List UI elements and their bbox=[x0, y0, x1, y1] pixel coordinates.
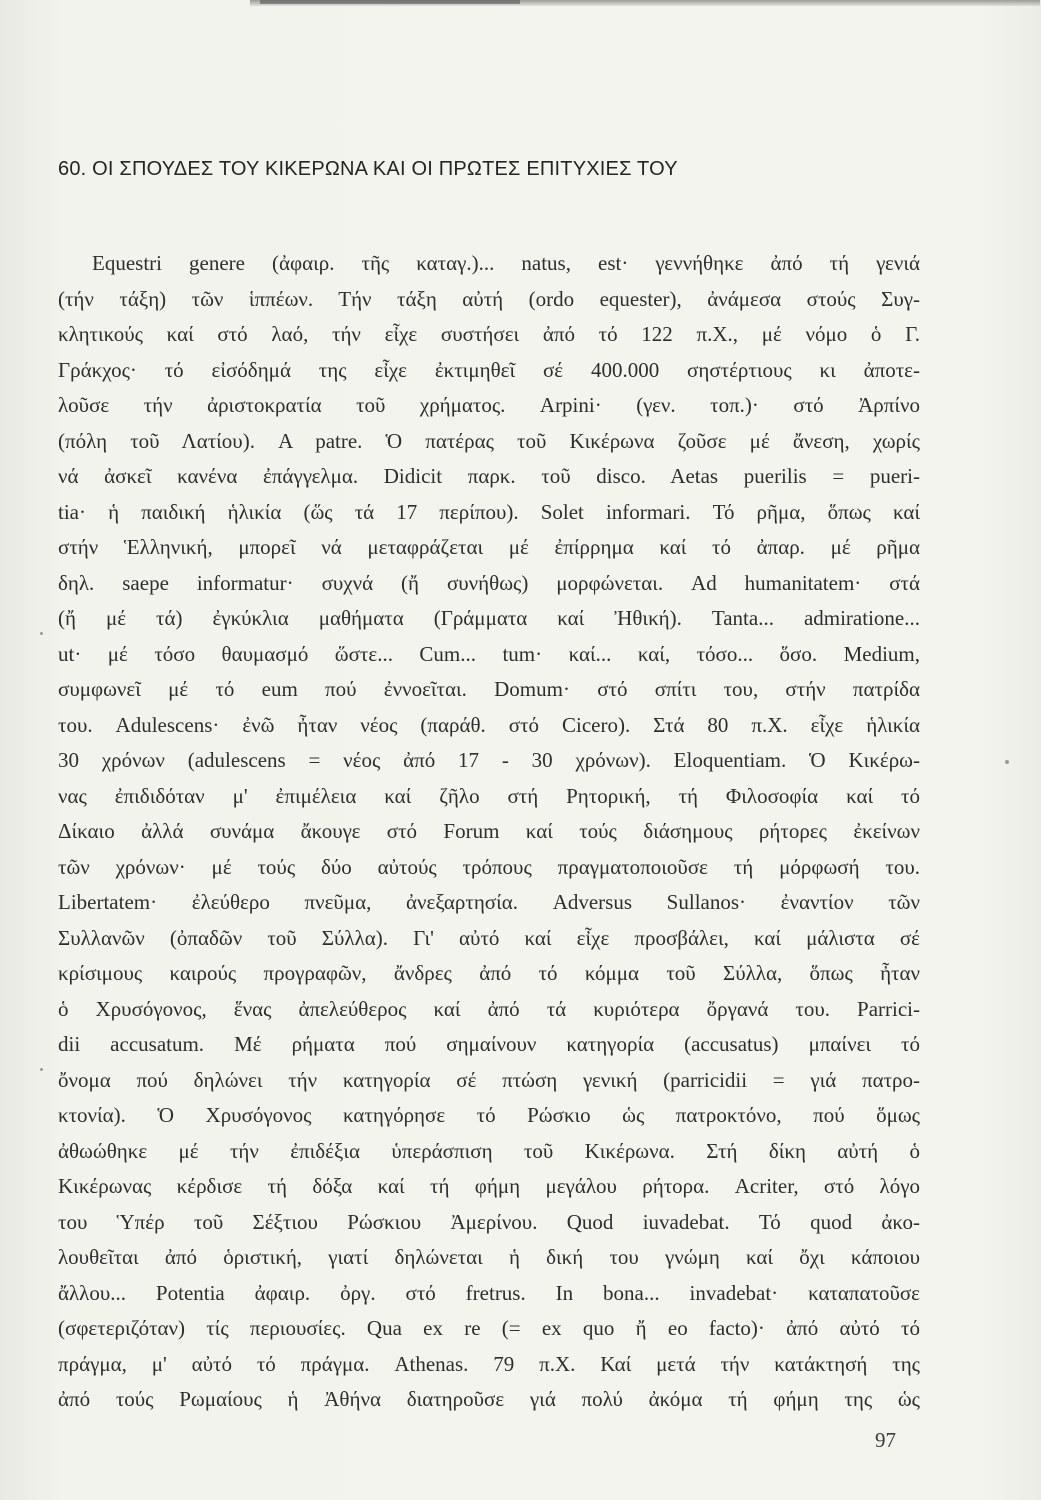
print-speck bbox=[40, 632, 43, 635]
text-line: ἀθωώθηκε μέ τήν ἐπιδέξια ὑπεράσπιση τοῦ Κικέρωνα. Στή δίκη αὐτή ὁ bbox=[58, 1138, 920, 1163]
text-line: tia· ἡ παιδική ἡλικία (ὥς τά 17 περίπου). Solet informari. Τό ρῆμα, ὅπως καί bbox=[58, 499, 920, 524]
text-line: στήν Ἑλληνική, μπορεῖ νά μεταφράζεται μέ ἐπίρρημα καί τό ἀπαρ. μέ ρῆμα bbox=[58, 535, 920, 559]
text-line: του Ὑπέρ τοῦ Σέξτιου Ρώσκιου Ἀμερίνου. Quod iuvadebat. Τό quod ἀκο- bbox=[58, 1209, 920, 1234]
text-line: 30 χρόνων (adulescens = νέος ἀπό 17 - 30 χρόνων). Eloquentiam. Ὁ Κικέρω- bbox=[58, 748, 920, 772]
text-line: δηλ. saepe informatur· συχνά (ἤ συνήθως) μορφώνεται. Ad humanitatem· στά bbox=[58, 570, 920, 595]
section-heading: 60. ΟΙ ΣΠΟΥΔΕΣ ΤΟΥ ΚΙΚΕΡΩΝΑ ΚΑΙ ΟΙ ΠΡΩΤΕΣ ΕΠΙΤΥΧΙΕΣ ΤΟΥ bbox=[58, 158, 678, 180]
print-speck bbox=[40, 1068, 43, 1071]
page-top-edge-dark bbox=[260, 0, 520, 4]
commentary-paragraph bbox=[58, 246, 920, 1418]
text-line: ὄνομα πού δηλώνει τήν κατηγορία σέ πτώση γενική (parricidii = γιά πατρο- bbox=[58, 1067, 920, 1092]
text-line: κρίσιμους καιρούς προγραφῶν, ἄνδρες ἀπό τό κόμμα τοῦ Σύλλα, ὅπως ἦταν bbox=[58, 961, 920, 985]
text-line: Συλλανῶν (ὀπαδῶν τοῦ Σύλλα). Γι' αὐτό καί εἶχε προσβάλει, καί μάλιστα σέ bbox=[58, 925, 920, 950]
text-line: (ἤ μέ τά) ἐγκύκλια μαθήματα (Γράμματα καί Ἠθική). Tanta... admiratione... bbox=[58, 606, 920, 630]
text-line: νας ἐπιδιδόταν μ' ἐπιμέλεια καί ζῆλο στή Ρητορική, τή Φιλοσοφία καί τό bbox=[58, 783, 920, 808]
text-line: Γράκχος· τό εἰσόδημά της εἶχε ἐκτιμηθεῖ σέ 400.000 σηστέρτιους κι ἀποτε- bbox=[58, 357, 920, 382]
text-line: τῶν χρόνων· μέ τούς δύο αὐτούς τρόπους πραγματοποιοῦσε τή μόρφωσή του. bbox=[58, 854, 920, 879]
text-line: νά ἀσκεῖ κανένα ἐπάγγελμα. Didicit παρκ. τοῦ disco. Aetas puerilis = pueri- bbox=[58, 464, 920, 488]
text-line: συμφωνεῖ μέ τό eum πού ἐννοεῖται. Domum· στό σπίτι του, στήν πατρίδα bbox=[58, 677, 920, 701]
text-line: πράγμα, μ' αὐτό τό πράγμα. Athenas. 79 π.Χ. Καί μετά τήν κατάκτησή της bbox=[58, 1351, 920, 1376]
text-line: Equestri genere (ἀφαιρ. τῆς καταγ.)... natus, est· γεννήθηκε ἀπό τή γενιά bbox=[92, 251, 920, 275]
text-line: ἀπό τούς Ρωμαίους ἡ Ἀθήνα διατηροῦσε γιά πολύ ἀκόμα τή φήμη της ὡς bbox=[58, 1387, 920, 1411]
text-line: του. Adulescens· ἐνῶ ἦταν νέος (παράθ. στό Cicero). Στά 80 π.Χ. εἶχε ἡλικία bbox=[58, 712, 920, 737]
text-line: Δίκαιο ἀλλά συνάμα ἄκουγε στό Forum καί τούς διάσημους ρήτορες ἐκείνων bbox=[58, 819, 920, 843]
text-line: Κικέρωνας κέρδισε τή δόξα καί τή φήμη μεγάλου ρήτορα. Acriter, στό λόγο bbox=[58, 1174, 920, 1198]
text-line: ἄλλου... Potentia ἀφαιρ. ὀργ. στό fretrus. In bona... invadebat· καταπατοῦσε bbox=[58, 1280, 920, 1305]
text-line: (σφετεριζόταν) τίς περιουσίες. Qua ex re (= ex quo ἤ eo facto)· ἀπό αὐτό τό bbox=[58, 1316, 920, 1340]
text-line: κτονία). Ὁ Χρυσόγονος κατηγόρησε τό Ρώσκιο ὡς πατροκτόνο, πού ὅμως bbox=[58, 1103, 920, 1127]
text-line: κλητικούς καί στό λαό, τήν εἶχε συστήσει ἀπό τό 122 π.Χ., μέ νόμο ὁ Γ. bbox=[58, 322, 920, 346]
text-line: (πόλη τοῦ Λατίου). A patre. Ὁ πατέρας τοῦ Κικέρωνα ζοῦσε μέ ἄνεση, χωρίς bbox=[58, 428, 920, 453]
text-line: ὁ Χρυσόγονος, ἕνας ἀπελεύθερος καί ἀπό τά κυριότερα ὄργανά του. Parrici- bbox=[58, 996, 920, 1021]
text-line: ut· μέ τόσο θαυμασμό ὥστε... Cum... tum· καί... καί, τόσο... ὅσο. Medium, bbox=[58, 641, 920, 666]
text-line: λοῦσε τήν ἀριστοκρατία τοῦ χρήματος. Arpini· (γεν. τοπ.)· στό Ἀρπίνο bbox=[58, 393, 920, 417]
text-line: dii accusatum. Μέ ρήματα πού σημαίνουν κατηγορία (accusatus) μπαίνει τό bbox=[58, 1032, 920, 1056]
print-speck bbox=[1005, 760, 1009, 764]
text-line: (τήν τάξη) τῶν ἱππέων. Τήν τάξη αὐτή (ordo equester), ἀνάμεσα στούς Συγ- bbox=[58, 286, 920, 311]
text-line: Libertatem· ἐλεύθερο πνεῦμα, ἀνεξαρτησία. Adversus Sullanos· ἐναντίον τῶν bbox=[58, 890, 920, 914]
text-line: λουθεῖται ἀπό ὁριστική, γιατί δηλώνεται ἡ δική του γνώμη καί ὄχι κάποιου bbox=[58, 1245, 920, 1269]
page-number: 97 bbox=[875, 1428, 896, 1452]
